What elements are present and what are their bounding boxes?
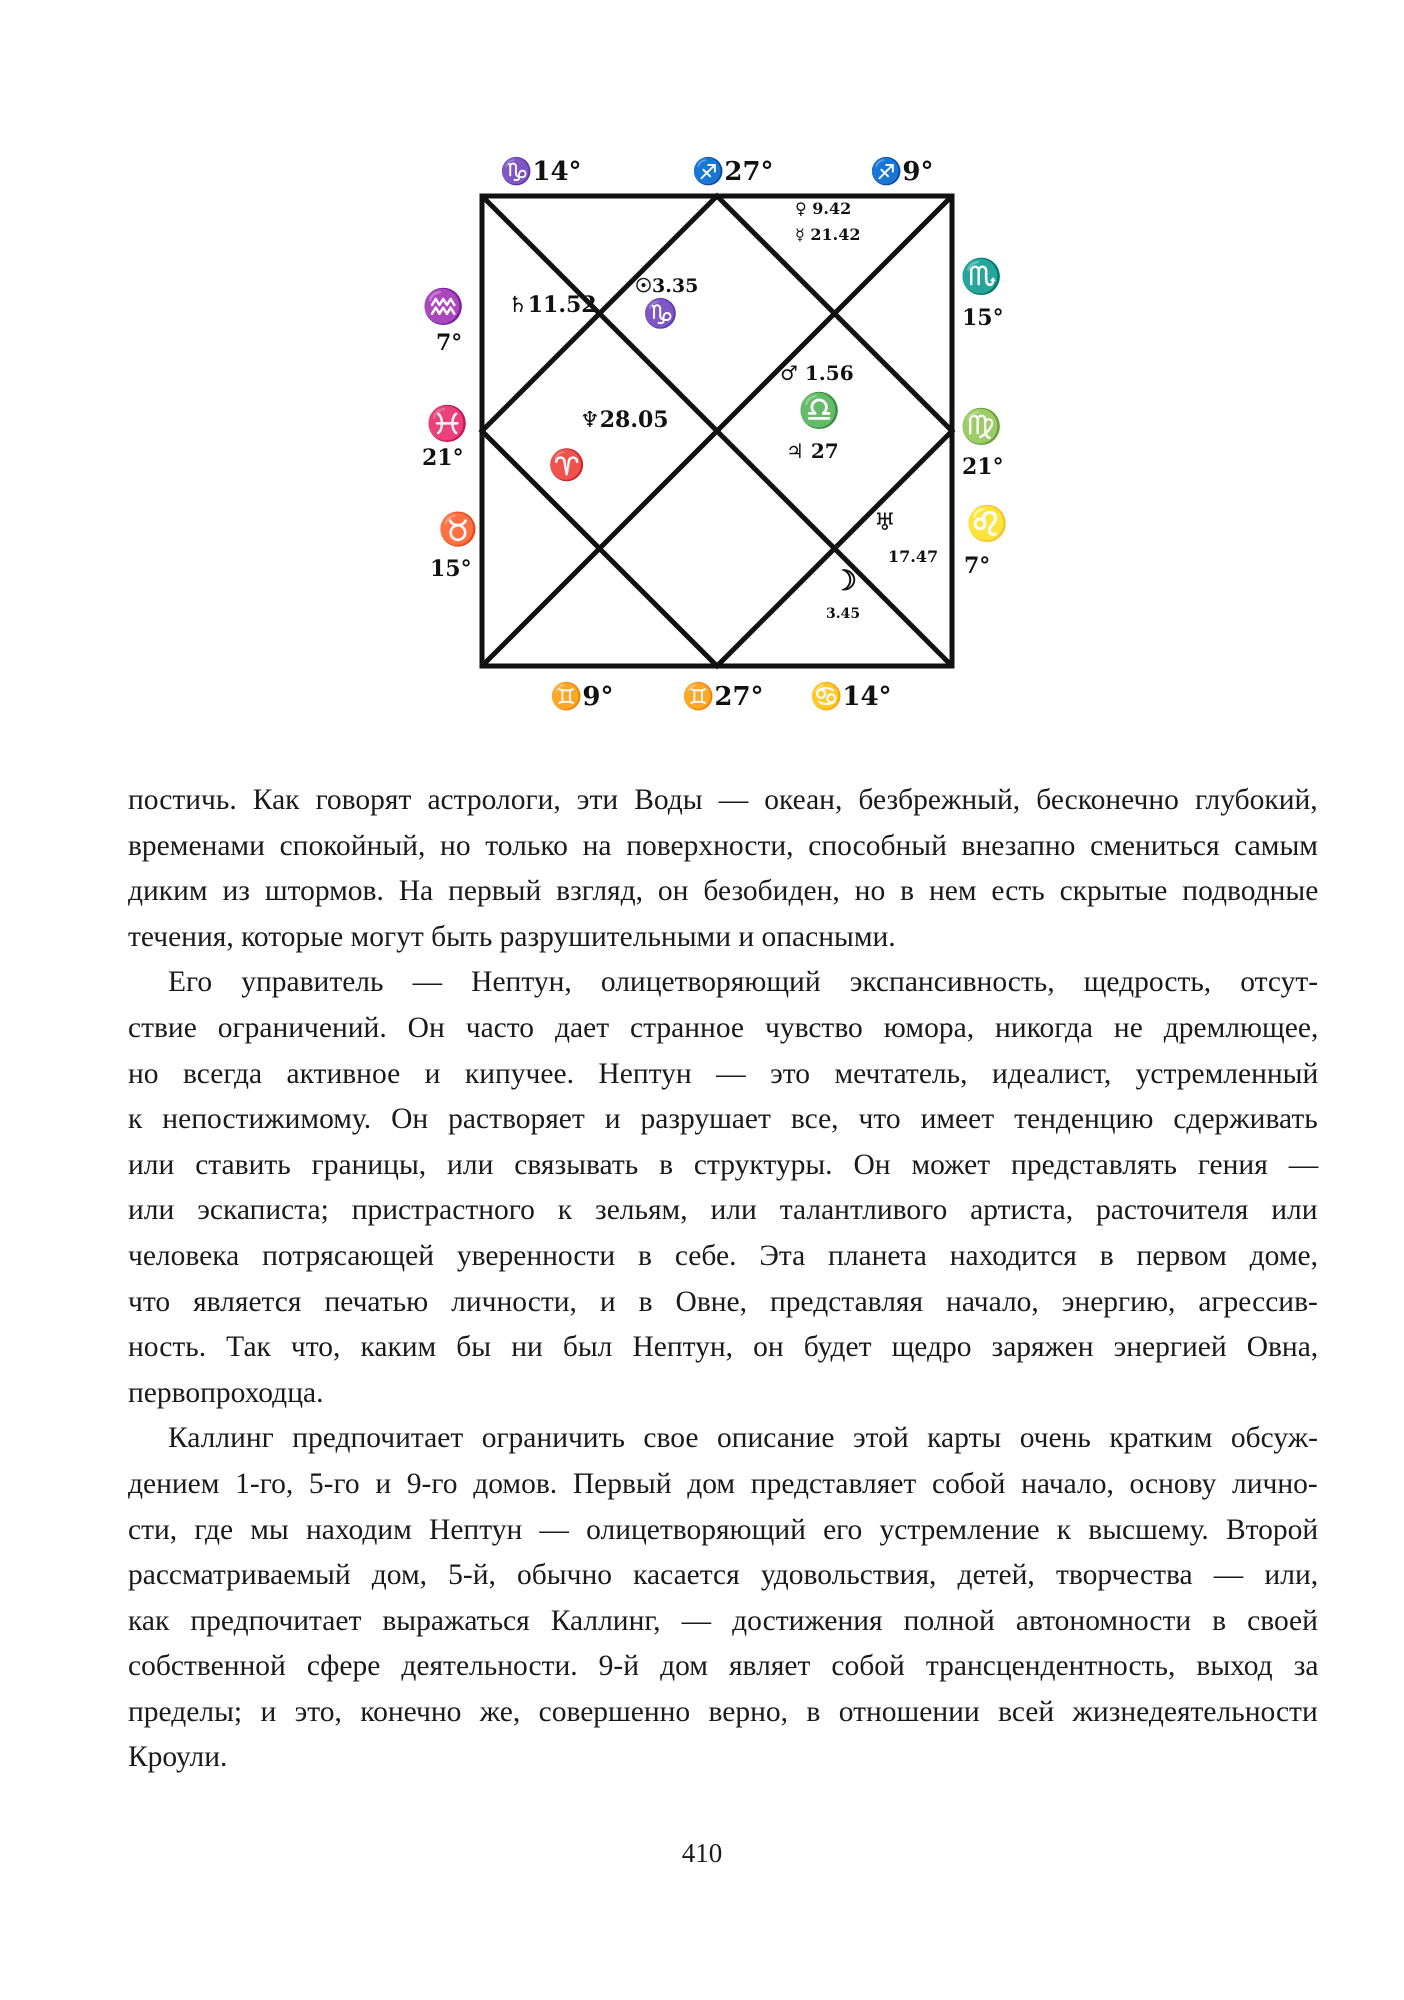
- text-line: течения, которые могут быть разрушительными и опасными.: [128, 920, 896, 953]
- planet-mercury: ☿ 21.42: [795, 225, 861, 244]
- planet-venus: ♀ 9.42: [795, 199, 852, 218]
- paragraph-1: [128, 778, 1318, 960]
- text-line: собственной сфере деятельности. 9-й дом являет собой трансцендентность, выход за: [128, 1650, 1319, 1683]
- text-line: постичь. Как говорят астрологи, эти Воды — океан, безбрежный, бесконечно глубокий,: [128, 784, 1318, 816]
- planet-uranus-deg: 17.47: [888, 547, 939, 566]
- text-line: временами спокойный, но только на поверхности, способный внезапно смениться самым: [128, 829, 1318, 862]
- text-line: сти, где мы находим Нептун — олицетворяющий его устремление к высшему. Второй: [128, 1513, 1319, 1546]
- sign-label-bottom-mid: ♊27°: [682, 682, 764, 712]
- planet-moon-deg: 3.45: [826, 606, 861, 622]
- sign-label-left-lower: ♉: [438, 510, 478, 548]
- sign-label-right-lower-deg: 7°: [964, 553, 991, 579]
- sign-label-top-mid: ♐27°: [692, 157, 774, 187]
- text-line: человека потрясающей уверенности в себе. Эта планета находится в первом доме,: [128, 1239, 1318, 1272]
- text-line: но всегда активное и кипучее. Нептун — это мечтатель, идеалист, устремленный: [128, 1057, 1319, 1090]
- paragraph-3: [128, 1416, 1318, 1781]
- text-line: рассматриваемый дом, 5-й, обычно касается удовольствия, детей, творчества — или,: [128, 1559, 1319, 1592]
- text-line: к непостижимому. Он растворяет и разрушает все, что имеет тенденцию сдерживать: [128, 1103, 1318, 1136]
- sign-label-top-left: ♑14°: [500, 157, 582, 187]
- horoscope-chart: [400, 140, 1020, 730]
- text-line: или ставить границы, или связывать в структуры. Он может представлять гения —: [128, 1148, 1319, 1181]
- text-line: Кроули.: [128, 1741, 228, 1774]
- sign-label-bottom-left: ♊9°: [550, 682, 614, 712]
- sign-label-left-mid-deg: 21°: [422, 445, 464, 471]
- planet-uranus: ♅: [874, 507, 896, 536]
- text-line: первопроходца.: [128, 1376, 324, 1409]
- sign-label-right-mid-deg: 21°: [962, 454, 1004, 480]
- sign-label-left-lower-deg: 15°: [430, 556, 472, 582]
- text-line: ствие ограничений. Он часто дает странное чувство юмора, никогда не дремлющее,: [128, 1011, 1319, 1044]
- planet-mars: ♂ 1.56: [780, 361, 854, 385]
- page-number: 410: [681, 1838, 723, 1868]
- sign-label-left-mid: ♓: [426, 404, 469, 444]
- sign-label-right-lower: ♌: [966, 504, 1009, 544]
- sign-label-bottom-right: ♋14°: [810, 682, 892, 712]
- text-line: как предпочитает выражаться Каллинг, — достижения полной автономности в своей: [128, 1604, 1318, 1637]
- text-line: Его управитель — Нептун, олицетворяющий экспансивность, щедрость, отсут-: [168, 966, 1319, 999]
- paragraph-2: [128, 960, 1318, 1416]
- sign-label-right-mid: ♍: [960, 407, 1003, 447]
- text-line: что является печатью личности, и в Овне, представляя начало, энергию, агрессив-: [128, 1285, 1318, 1318]
- planet-moon: ☽: [832, 564, 858, 597]
- text-line: ность. Так что, каким бы ни был Нептун, он будет щедро заряжен энергией Овна,: [128, 1331, 1319, 1364]
- sign-label-right-upper-deg: 15°: [962, 305, 1004, 331]
- house-sign-libra: ♎: [798, 391, 841, 431]
- chart-grid: [482, 196, 952, 666]
- planet-jupiter: ♃ 27: [786, 439, 839, 463]
- planet-sun-sign: ♑: [643, 297, 678, 330]
- sign-label-left-upper: ♒: [422, 287, 465, 327]
- text-line: Каллинг предпочитает ограничить свое описание этой карты очень кратким обсуж-: [168, 1422, 1318, 1455]
- planet-saturn: ♄11.52: [508, 292, 597, 318]
- house-sign-aries: ♈: [548, 448, 586, 483]
- text-line: или эскаписта; пристрастного к зельям, или талантливого артиста, расточителя или: [128, 1194, 1318, 1227]
- text-line: дением 1-го, 5-го и 9-го домов. Первый дом представляет собой начало, основу лично-: [128, 1467, 1318, 1500]
- body-text: [128, 778, 1318, 1781]
- sign-label-top-right: ♐9°: [870, 157, 934, 187]
- text-line: диким из штормов. На первый взгляд, он безобиден, но в нем есть скрытые подводные: [128, 875, 1319, 908]
- planet-neptune: ♆28.05: [580, 407, 669, 433]
- planet-sun: ☉3.35: [635, 275, 699, 297]
- sign-label-left-upper-deg: 7°: [436, 330, 463, 356]
- text-line: пределы; и это, конечно же, совершенно верно, в отношении всей жизнедеятельности: [128, 1695, 1318, 1728]
- sign-label-right-upper: ♏: [960, 257, 1003, 297]
